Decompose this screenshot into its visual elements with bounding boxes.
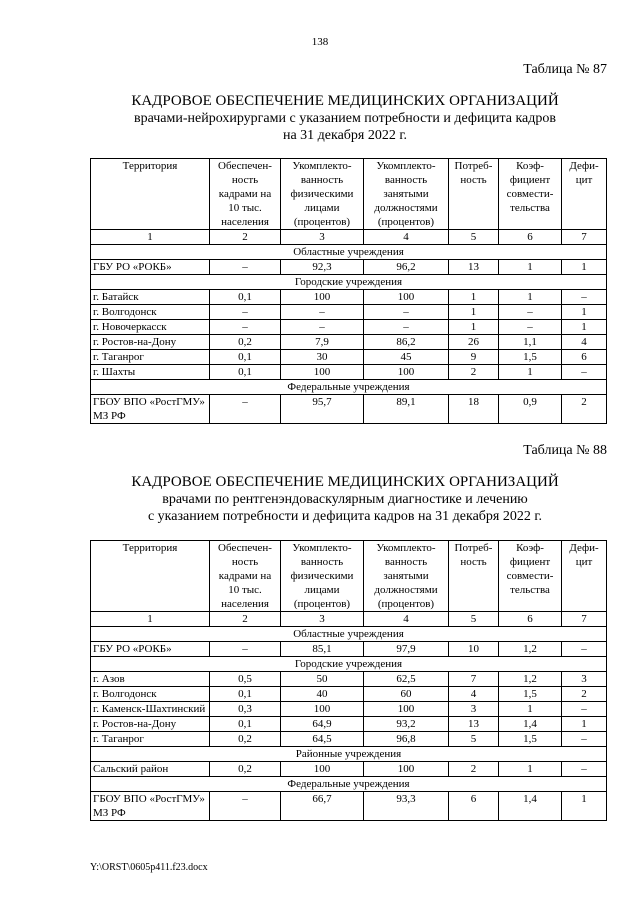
column-number: 7 (562, 230, 607, 245)
table-87-subtitle-2: на 31 декабря 2022 г. (282, 128, 408, 143)
page-number: 138 (311, 36, 329, 48)
territory-cell: ГБУ РО «РОКБ» (91, 260, 210, 275)
section-row (91, 275, 607, 290)
value-cell: 1 (562, 260, 607, 275)
value-cell: – (562, 702, 607, 717)
section-row (91, 380, 607, 395)
value-cell: – (499, 320, 562, 335)
header-row (91, 541, 607, 612)
column-header: Потреб-ность (449, 541, 499, 612)
value-cell: 1,2 (499, 672, 562, 687)
value-cell: – (562, 365, 607, 380)
table-row (91, 305, 607, 320)
value-cell: 2 (449, 365, 499, 380)
section-row (91, 657, 607, 672)
value-cell: 1 (499, 365, 562, 380)
column-header: Укомплекто-ванность физическими лицами (процентов) (281, 159, 364, 230)
value-cell: 26 (449, 335, 499, 350)
value-cell: 0,5 (210, 672, 281, 687)
value-cell: 40 (281, 687, 364, 702)
column-number-row (91, 612, 607, 627)
value-cell: 1,5 (499, 687, 562, 702)
table-87-subtitle-1: врачами-нейрохирургами с указанием потребности и дефицита кадров (133, 111, 556, 126)
value-cell: 1,5 (499, 350, 562, 365)
column-header: Укомплекто-ванность занятыми должностями (процентов) (364, 159, 449, 230)
table-88 (90, 540, 607, 821)
value-cell: 64,5 (281, 732, 364, 747)
section-row (91, 777, 607, 792)
value-cell: 1 (562, 717, 607, 732)
value-cell: 0,1 (210, 717, 281, 732)
territory-cell: г. Азов (91, 672, 210, 687)
table-row (91, 792, 607, 821)
column-number: 6 (499, 230, 562, 245)
value-cell: 1 (499, 762, 562, 777)
value-cell: 18 (449, 395, 499, 424)
value-cell: 1 (499, 702, 562, 717)
column-header: Территория (91, 159, 210, 230)
value-cell: 1 (499, 290, 562, 305)
column-header: Обеспечен-ность кадрами на 10 тыс. населения (210, 541, 281, 612)
section-heading: Городские учреждения (91, 275, 607, 290)
territory-cell: г. Новочеркасск (91, 320, 210, 335)
value-cell: 93,2 (364, 717, 449, 732)
territory-cell: г. Волгодонск (91, 305, 210, 320)
column-number: 4 (364, 230, 449, 245)
value-cell: 13 (449, 717, 499, 732)
territory-cell: ГБОУ ВПО «РостГМУ» МЗ РФ (91, 395, 210, 424)
table-row (91, 717, 607, 732)
value-cell: 5 (449, 732, 499, 747)
value-cell: 3 (562, 672, 607, 687)
column-header: Потреб-ность (449, 159, 499, 230)
table-87-title: КАДРОВОЕ ОБЕСПЕЧЕНИЕ МЕДИЦИНСКИХ ОРГАНИЗАЦИЙ (131, 93, 559, 109)
value-cell: 2 (449, 762, 499, 777)
table-row (91, 350, 607, 365)
territory-cell: г. Ростов-на-Дону (91, 335, 210, 350)
column-header: Дефи-цит (562, 159, 607, 230)
footer-file-path: Y:\ORST\0605p411.f23.docx (90, 862, 208, 873)
value-cell: 0,2 (210, 335, 281, 350)
table-row (91, 762, 607, 777)
value-cell: 97,9 (364, 642, 449, 657)
value-cell: 1,2 (499, 642, 562, 657)
value-cell: 6 (449, 792, 499, 821)
value-cell: 3 (449, 702, 499, 717)
value-cell: 100 (281, 762, 364, 777)
value-cell: – (210, 320, 281, 335)
table-88-label: Таблица № 88 (523, 443, 607, 458)
value-cell: 13 (449, 260, 499, 275)
value-cell: 89,1 (364, 395, 449, 424)
value-cell: 50 (281, 672, 364, 687)
value-cell: 62,5 (364, 672, 449, 687)
value-cell: 7,9 (281, 335, 364, 350)
table-88-heading (0, 474, 640, 525)
value-cell: 100 (364, 762, 449, 777)
value-cell: 0,2 (210, 762, 281, 777)
column-number: 5 (449, 230, 499, 245)
value-cell: 95,7 (281, 395, 364, 424)
value-cell: 1,4 (499, 717, 562, 732)
value-cell: 45 (364, 350, 449, 365)
column-header: Территория (91, 541, 210, 612)
territory-cell: Сальский район (91, 762, 210, 777)
value-cell: 100 (281, 290, 364, 305)
value-cell: 10 (449, 642, 499, 657)
section-heading: Районные учреждения (91, 747, 607, 762)
table-row (91, 365, 607, 380)
column-header: Дефи-цит (562, 541, 607, 612)
column-number: 3 (281, 230, 364, 245)
value-cell: 1,4 (499, 792, 562, 821)
value-cell: 100 (281, 365, 364, 380)
table-row (91, 290, 607, 305)
territory-cell: г. Таганрог (91, 350, 210, 365)
value-cell: 2 (562, 395, 607, 424)
table-row (91, 732, 607, 747)
value-cell: 85,1 (281, 642, 364, 657)
column-header: Укомплекто-ванность занятыми должностями (процентов) (364, 541, 449, 612)
table-row (91, 642, 607, 657)
value-cell: – (210, 395, 281, 424)
territory-cell: ГБУ РО «РОКБ» (91, 642, 210, 657)
table-87 (90, 158, 607, 424)
value-cell: – (562, 762, 607, 777)
territory-cell: г. Шахты (91, 365, 210, 380)
value-cell: – (562, 290, 607, 305)
section-heading: Федеральные учреждения (91, 380, 607, 395)
section-row (91, 747, 607, 762)
section-heading: Областные учреждения (91, 627, 607, 642)
column-header: Коэф-фициент совмести-тельства (499, 541, 562, 612)
value-cell: 1 (449, 305, 499, 320)
value-cell: – (499, 305, 562, 320)
value-cell: 0,1 (210, 290, 281, 305)
value-cell: – (281, 305, 364, 320)
value-cell: 1 (562, 305, 607, 320)
value-cell: 1 (449, 290, 499, 305)
value-cell: 2 (562, 687, 607, 702)
value-cell: – (281, 320, 364, 335)
value-cell: 100 (364, 365, 449, 380)
table-87-heading (0, 93, 640, 144)
section-heading: Федеральные учреждения (91, 777, 607, 792)
value-cell: 0,3 (210, 702, 281, 717)
table-88-subtitle-2: с указанием потребности и дефицита кадров на 31 декабря 2022 г. (147, 509, 543, 524)
value-cell: 1 (562, 792, 607, 821)
column-header: Укомплекто-ванность физическими лицами (процентов) (281, 541, 364, 612)
column-number: 7 (562, 612, 607, 627)
value-cell: 96,2 (364, 260, 449, 275)
territory-cell: г. Каменск-Шахтинский (91, 702, 210, 717)
value-cell: 0,9 (499, 395, 562, 424)
value-cell: 7 (449, 672, 499, 687)
value-cell: 86,2 (364, 335, 449, 350)
table-row (91, 335, 607, 350)
table-row (91, 672, 607, 687)
value-cell: 1 (449, 320, 499, 335)
column-number: 1 (91, 612, 210, 627)
value-cell: 60 (364, 687, 449, 702)
column-number: 2 (210, 612, 281, 627)
value-cell: 4 (449, 687, 499, 702)
value-cell: 93,3 (364, 792, 449, 821)
value-cell: – (210, 260, 281, 275)
value-cell: 6 (562, 350, 607, 365)
value-cell: 100 (281, 702, 364, 717)
value-cell: 100 (364, 290, 449, 305)
table-row (91, 260, 607, 275)
header-row (91, 159, 607, 230)
column-number-row (91, 230, 607, 245)
value-cell: 66,7 (281, 792, 364, 821)
value-cell: 96,8 (364, 732, 449, 747)
section-row (91, 627, 607, 642)
value-cell: 1 (562, 320, 607, 335)
value-cell: 1,1 (499, 335, 562, 350)
table-row (91, 395, 607, 424)
value-cell: 92,3 (281, 260, 364, 275)
table-row (91, 687, 607, 702)
territory-cell: ГБОУ ВПО «РостГМУ» МЗ РФ (91, 792, 210, 821)
column-header: Коэф-фициент совмести-тельства (499, 159, 562, 230)
table-row (91, 702, 607, 717)
table-88-subtitle-1: врачами по рентгенэндоваскулярным диагностике и лечению (162, 492, 528, 507)
value-cell: 1 (499, 260, 562, 275)
value-cell: 4 (562, 335, 607, 350)
value-cell: 64,9 (281, 717, 364, 732)
value-cell: 0,2 (210, 732, 281, 747)
value-cell: – (210, 642, 281, 657)
section-heading: Областные учреждения (91, 245, 607, 260)
value-cell: 0,1 (210, 365, 281, 380)
column-number: 5 (449, 612, 499, 627)
table-row (91, 320, 607, 335)
value-cell: 0,1 (210, 350, 281, 365)
value-cell: 1,5 (499, 732, 562, 747)
territory-cell: г. Батайск (91, 290, 210, 305)
value-cell: 100 (364, 702, 449, 717)
value-cell: 9 (449, 350, 499, 365)
column-header: Обеспечен-ность кадрами на 10 тыс. населения (210, 159, 281, 230)
column-number: 6 (499, 612, 562, 627)
value-cell: – (562, 642, 607, 657)
column-number: 1 (91, 230, 210, 245)
table-87-label: Таблица № 87 (523, 62, 607, 77)
value-cell: – (562, 732, 607, 747)
column-number: 4 (364, 612, 449, 627)
value-cell: – (364, 320, 449, 335)
value-cell: – (210, 305, 281, 320)
column-number: 2 (210, 230, 281, 245)
territory-cell: г. Ростов-на-Дону (91, 717, 210, 732)
territory-cell: г. Таганрог (91, 732, 210, 747)
territory-cell: г. Волгодонск (91, 687, 210, 702)
section-heading: Городские учреждения (91, 657, 607, 672)
table-88-title: КАДРОВОЕ ОБЕСПЕЧЕНИЕ МЕДИЦИНСКИХ ОРГАНИЗАЦИЙ (131, 474, 559, 490)
column-number: 3 (281, 612, 364, 627)
value-cell: 30 (281, 350, 364, 365)
value-cell: 0,1 (210, 687, 281, 702)
section-row (91, 245, 607, 260)
value-cell: – (210, 792, 281, 821)
value-cell: – (364, 305, 449, 320)
